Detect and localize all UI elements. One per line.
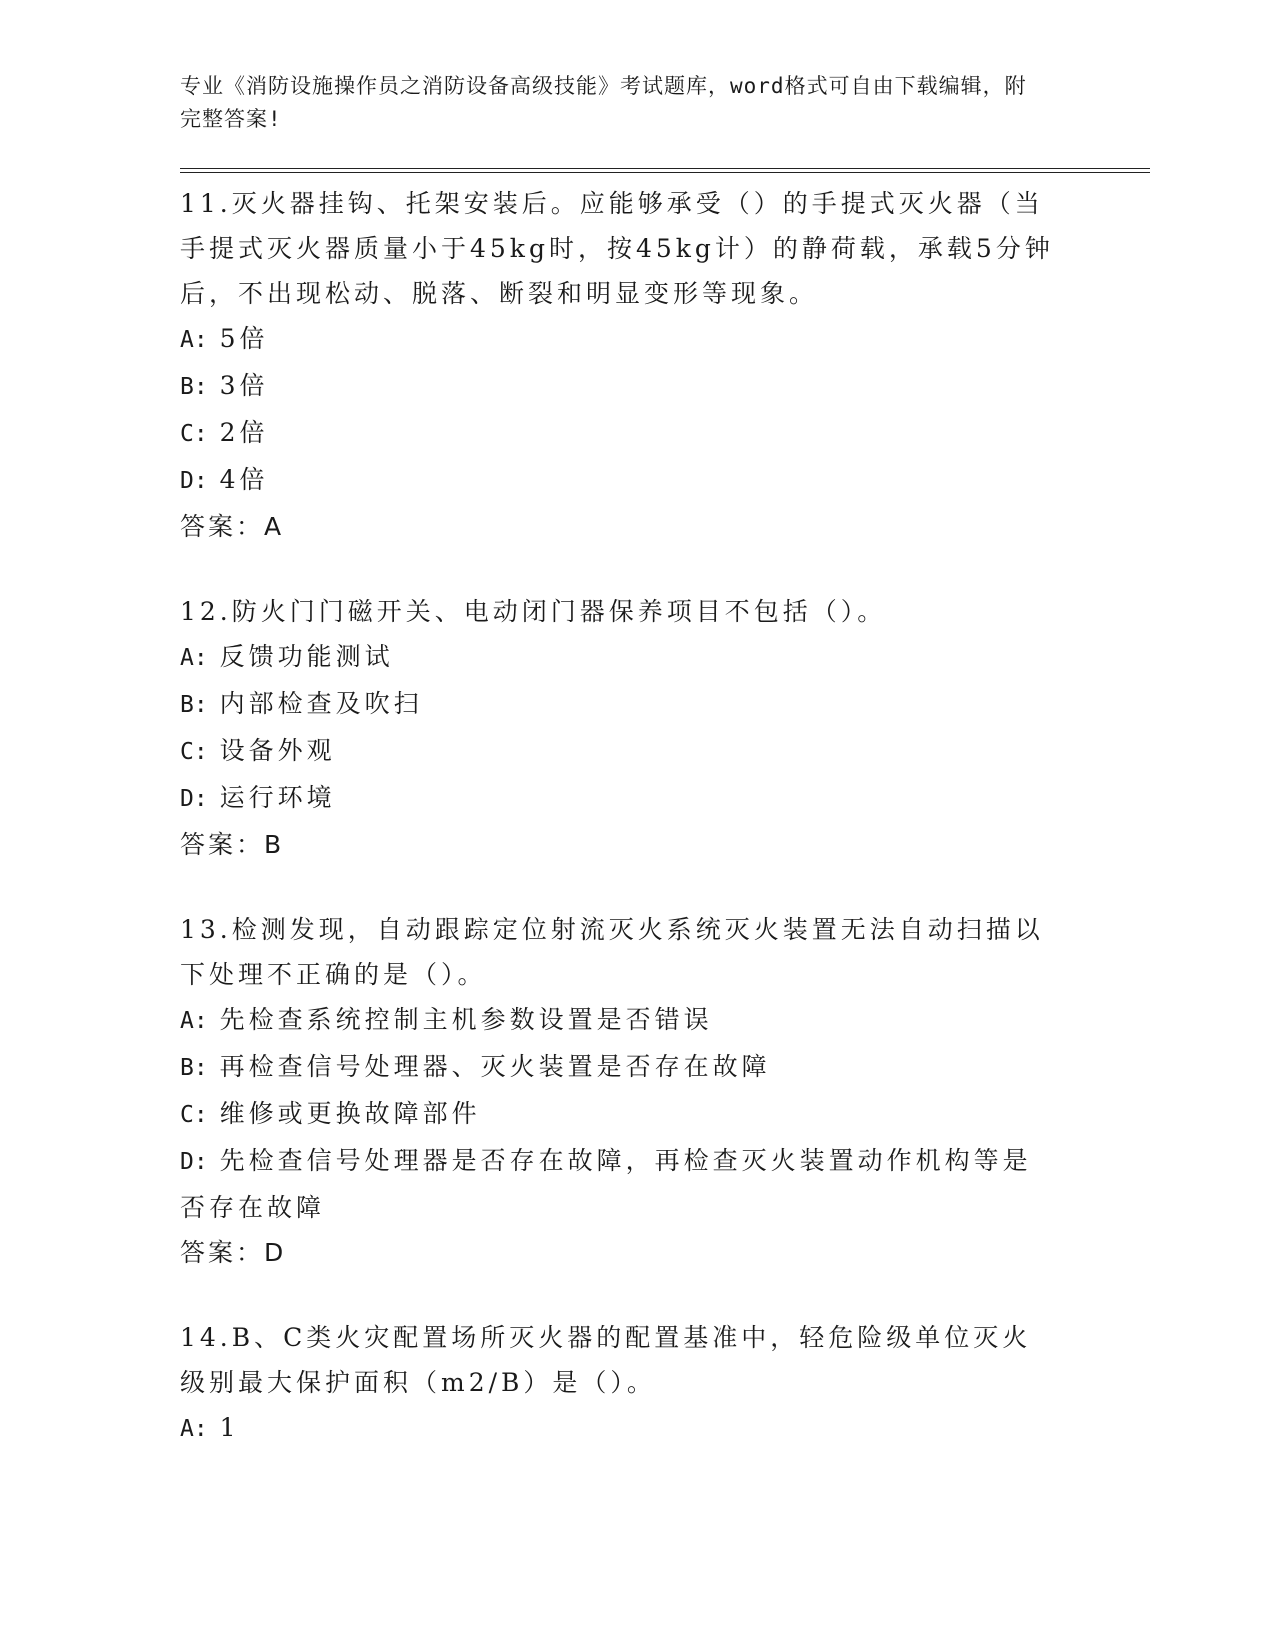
option-c — [180, 728, 1060, 775]
option-a — [180, 1405, 1060, 1452]
option-letter: C: — [180, 739, 208, 765]
option-letter: A: — [180, 1008, 208, 1034]
question-12 — [180, 589, 1150, 867]
option-text: 设备外观 — [219, 736, 336, 765]
option-b — [180, 1044, 1060, 1091]
option-text: 先检查信号处理器是否存在故障，再检查灭火装置动作机构等是否存在故障 — [180, 1146, 1032, 1222]
option-d — [180, 457, 1060, 504]
option-letter: C: — [180, 1102, 208, 1128]
question-stem: 11.灭火器挂钩、托架安装后。应能够承受（）的手提式灭火器（当手提式灭火器质量小于45kg时，按45kg计）的静荷载，承载5分钟后，不出现松动、脱落、断裂和明显变形等现象。 — [180, 189, 1054, 308]
question-stem: 12.防火门门磁开关、电动闭门器保养项目不包括（）。 — [180, 597, 887, 626]
option-d — [180, 775, 1060, 822]
option-letter: A: — [180, 1416, 208, 1442]
option-letter: A: — [180, 645, 208, 671]
option-a — [180, 634, 1060, 681]
question-stem: 13.检测发现，自动跟踪定位射流灭火系统灭火装置无法自动扫描以下处理不正确的是（）。 — [180, 915, 1044, 989]
option-letter: D: — [180, 468, 208, 494]
option-b — [180, 363, 1060, 410]
option-letter: B: — [180, 1055, 208, 1081]
option-text: 2倍 — [219, 418, 269, 447]
option-text: 维修或更换故障部件 — [219, 1099, 481, 1128]
document-page — [180, 70, 1150, 1452]
option-a — [180, 316, 1060, 363]
option-letter: D: — [180, 786, 208, 812]
option-text: 5倍 — [219, 324, 269, 353]
option-text: 先检查系统控制主机参数设置是否错误 — [219, 1005, 713, 1034]
answer-line: 答案：A — [180, 512, 285, 541]
option-c — [180, 1091, 1060, 1138]
option-b — [180, 681, 1060, 728]
option-text: 4倍 — [219, 465, 269, 494]
answer-line: 答案：B — [180, 830, 285, 859]
question-stem: 14.B、C类火灾配置场所灭火器的配置基准中，轻危险级单位灭火级别最大保护面积（m2/B）是（）。 — [180, 1323, 1032, 1397]
document-header-note: 专业《消防设施操作员之消防设备高级技能》考试题库，word格式可自由下载编辑，附完整答案! — [180, 74, 1027, 131]
option-letter: C: — [180, 421, 208, 447]
answer-line: 答案：D — [180, 1238, 287, 1267]
question-13 — [180, 907, 1150, 1275]
option-text: 运行环境 — [219, 783, 336, 812]
option-letter: B: — [180, 374, 208, 400]
option-text: 内部检查及吹扫 — [219, 689, 423, 718]
option-d — [180, 1138, 1060, 1230]
option-letter: A: — [180, 327, 208, 353]
option-text: 1 — [219, 1413, 240, 1442]
option-text: 再检查信号处理器、灭火装置是否存在故障 — [219, 1052, 771, 1081]
question-11 — [180, 181, 1150, 549]
option-c — [180, 410, 1060, 457]
option-text: 3倍 — [219, 371, 269, 400]
question-14 — [180, 1315, 1150, 1452]
option-letter: B: — [180, 692, 208, 718]
option-a — [180, 997, 1060, 1044]
option-letter: D: — [180, 1149, 208, 1175]
option-text: 反馈功能测试 — [219, 642, 394, 671]
